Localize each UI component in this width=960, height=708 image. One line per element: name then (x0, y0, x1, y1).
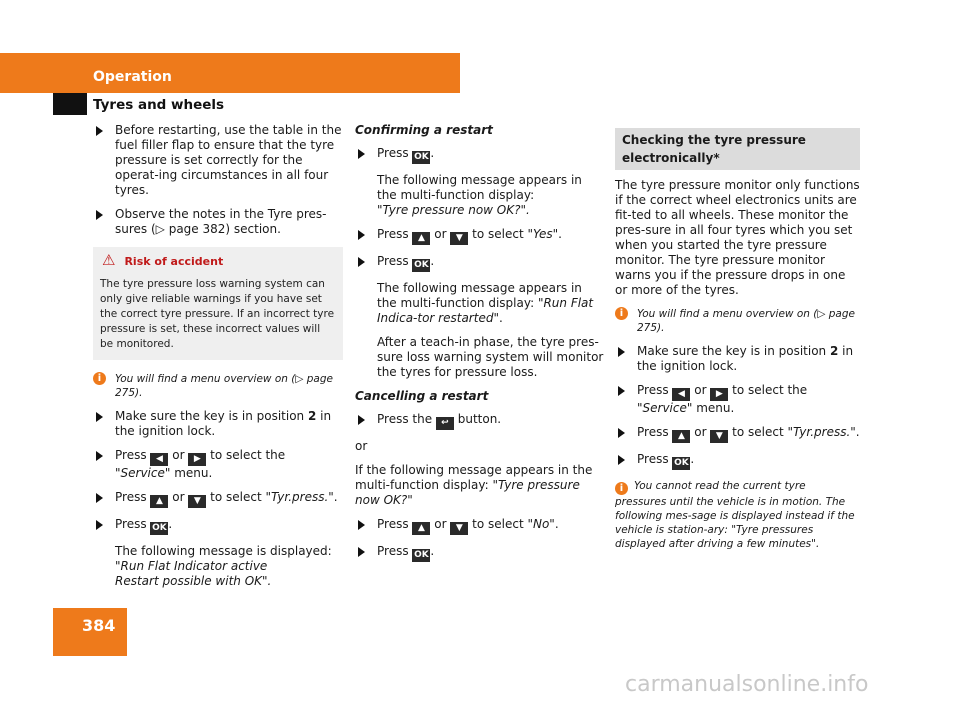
left-button-icon: ◀ (150, 453, 168, 466)
step-detail: The following message appears in the multi-function display: (377, 173, 582, 202)
ok-button-icon: OK (674, 458, 689, 468)
arrow-right-icon (358, 149, 365, 159)
step-item: Press OK . (355, 254, 605, 272)
heading-cancel-restart: Cancelling a restart (355, 389, 489, 403)
arrow-right-icon (358, 415, 365, 425)
step-item: Press ◀ or ▶ to select the "Service" menu. (615, 383, 860, 416)
step-item: Press OK . (93, 517, 343, 535)
warning-box (93, 247, 343, 360)
arrow-right-icon (96, 520, 103, 530)
arrow-right-icon (358, 520, 365, 530)
warning-icon: ⚠ (102, 251, 116, 269)
arrow-right-icon (358, 230, 365, 240)
ok-button-icon: OK (414, 260, 429, 270)
down-button-icon: ▼ (710, 430, 728, 443)
arrow-right-icon (96, 210, 103, 220)
step-detail: The following message is displayed: (115, 544, 332, 558)
up-button-icon: ▲ (672, 430, 690, 443)
arrow-right-icon (96, 412, 103, 422)
column-1 (93, 123, 343, 598)
arrow-right-icon (618, 386, 625, 396)
step-item: Before restarting, use the table in the fuel filler flap to ensure that the tyre pressure is set correctly for the operat-ing circumstances in all four tyres. (93, 123, 343, 198)
display-message: "Run Flat Indicator active Restart possible with OK". (115, 559, 272, 588)
display-message: "Tyre pressure now OK?". (377, 203, 530, 217)
arrow-right-icon (358, 257, 365, 267)
arrow-right-icon (358, 547, 365, 557)
step-detail: After a teach-in phase, the tyre pres-sure loss warning system will monitor the tyres for pressure loss. (377, 335, 604, 379)
arrow-right-icon (96, 493, 103, 503)
step-item: Make sure the key is in position 2 in the ignition lock. (615, 344, 860, 374)
step-item: Press OK . (355, 544, 605, 562)
arrow-right-icon (618, 347, 625, 357)
subsection-title: Tyres and wheels (93, 97, 225, 113)
arrow-right-icon (96, 451, 103, 461)
down-button-icon: ▼ (450, 522, 468, 535)
arrow-right-icon (618, 428, 625, 438)
step-item: Press the ↩ button. (355, 412, 605, 430)
warning-heading: ⚠ Risk of accident (102, 251, 224, 269)
ok-button-icon: OK (414, 550, 429, 560)
left-button-icon: ◀ (672, 388, 690, 401)
info-note: i You cannot read the current tyre pressures until the vehicle is in motion. The following mes-sage is displayed instead if the vehicle is station-ary: "Tyre pressures displayed after driving a few minutes". (615, 480, 855, 550)
down-button-icon: ▼ (450, 232, 468, 245)
page-number: 384 (82, 616, 116, 635)
step-item: Press OK . (615, 452, 860, 470)
warning-text: The tyre pressure loss warning system can only give reliable warnings if you have set the correct tyre pressure. If an incorrect tyre pressure is set, these incorrect values will be monitored. (100, 278, 335, 350)
section-title: Operation (93, 69, 172, 85)
step-item: Press ▲ or ▼ to select "Yes". (355, 227, 605, 245)
step-item: Press OK . (355, 146, 605, 164)
step-item: Observe the notes in the Tyre pres-sures (▷ page 382) section. (93, 207, 343, 237)
up-button-icon: ▲ (412, 522, 430, 535)
paragraph: The tyre pressure monitor only functions if the correct wheel electronics units are fit-ted to all wheels. These monitor the pres-sure in all four tyres which you set when you started the tyre pressure monitor. The tyre pressure monitor warns you if the pressure drops in one or more of the tyres. (615, 178, 860, 297)
paragraph: If the following message appears in the multi-function display: "Tyre pressure now OK?" (355, 463, 593, 507)
subsection-marker (53, 93, 87, 115)
column-2 (355, 123, 605, 571)
step-item: Press ▲ or ▼ to select "No". (355, 517, 605, 535)
step-item: Press ◀ or ▶ to select the "Service" menu. (93, 448, 343, 481)
or-text: or (355, 439, 368, 453)
column-3 (615, 128, 860, 560)
info-note: i You will find a menu overview on (▷ page 275). (615, 307, 860, 335)
info-icon: i (615, 482, 628, 495)
step-detail: The following message appears in the multi-function display: "Run Flat Indica-tor restarted". (377, 281, 594, 325)
up-button-icon: ▲ (150, 495, 168, 508)
info-icon: i (93, 372, 106, 385)
step-item: Make sure the key is in position 2 in the ignition lock. (93, 409, 343, 439)
watermark: carmanualsonline.info (625, 672, 869, 697)
up-button-icon: ▲ (412, 232, 430, 245)
info-icon: i (615, 307, 628, 320)
ok-button-icon: OK (152, 523, 167, 533)
ok-button-icon: OK (414, 152, 429, 162)
arrow-right-icon (96, 126, 103, 136)
right-button-icon: ▶ (188, 453, 206, 466)
down-button-icon: ▼ (188, 495, 206, 508)
heading-confirm-restart: Confirming a restart (355, 123, 493, 137)
info-note: i You will find a menu overview on (▷ page 275). (93, 372, 343, 400)
arrow-right-icon (618, 455, 625, 465)
back-button-icon: ↩ (436, 417, 454, 430)
step-item: Press ▲ or ▼ to select "Tyr.press.". (93, 490, 343, 508)
right-button-icon: ▶ (710, 388, 728, 401)
step-item: Press ▲ or ▼ to select "Tyr.press.". (615, 425, 860, 443)
section-box-title: Checking the tyre pressure electronically* (615, 128, 860, 170)
section-header-bar (0, 53, 460, 93)
